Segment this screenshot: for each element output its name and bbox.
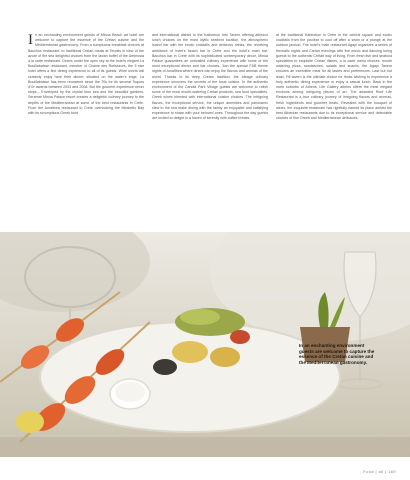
olive — [153, 359, 177, 375]
background-blur — [0, 232, 150, 312]
article-column-3 — [276, 33, 392, 121]
article-column-2 — [152, 33, 268, 121]
tomato — [230, 330, 250, 344]
article-column-1 — [28, 33, 144, 121]
article-body — [28, 33, 398, 121]
greens — [180, 309, 220, 325]
sauce — [115, 382, 145, 402]
drop-cap: I — [28, 32, 33, 48]
column-1-text: n an enchanting environment guests of Minoa Beach art hotel are welcome to capture the essence of the Cretan cuisine and the Mediterranean gastronomy. From a sumptuous breakfast choices at Bacchus restaurant, to traditional Cretan meals at Terpsis in view of the azure of the sea delightful choices from the lavish buffet of the Ambrosia a la carte restaurant. Diners under the open sky at the hotel's elegant La Bouillabaisse restaurant, member of Chaine des Rotisseurs, the 5 star hotel offers a fine dining experience to all of its guests. Wine lovers will certainly enjoy here their dinner, situated on the water's edge. La Bouillabaisse has been renowned since the 70s for its several Toques d'Or awards between 2003 and 2008. But the gourmet experience never stops... Enveloped by the crystal blue sea and the beautiful gardens, Seramar Minoa Palace resort creates a delightful culinary journey to the depths of the Mediterranean at some of the best restaurants in Crete. From the Amalthea restaurant in Crete overlooking the Mirabello Bay with its scrumptious Greek food — [28, 33, 144, 116]
potato — [172, 341, 208, 363]
table-surface — [0, 437, 410, 457]
page-footer: Food | all | 169 — [363, 469, 396, 474]
photo-caption: In an enchanting environment guests are welcome to capture the essence of the Cretan cuisine and the Mediterranean gastronomy. — [299, 343, 375, 365]
column-2-text: and international dishes to the Kalimeron Intu Tavern offering alfresco lunch choices on the most idyllic seafront location, the atmospheric Island bar with the exotic cocktails and delicious drinks, the revolving ambiance of hotel's beach bar in Crete and the hotel's main bar, Bacchus bar in Crete with its sophisticated contemporary decor, Minoa Palace guarantees an unrivalled culinary experience with some of the most exceptional dinner and bar choices. Join the special F&B theme nights of Amalthea where diners can enjoy the flavors and aromas of the world. Thanks to its deep Cretan tradition, the Ideage culinary experience uncovers the secrets of the local cuisine. In the authentic environment of the Candia Park Village guests are welcome to relish some of the most mouth-watering Cretan products, sea food specialties, Greek wines blended with international cuisine choices. The intriguing flavors, the exceptional service, the unique amenities and panoramic view to the sea make dining with the family an enjoyable and satisfying experience to share with your beloved ones. Throughout the day guests are invited to delight in a haven of serenity with coffee breaks, — [152, 33, 268, 121]
lemon — [16, 411, 44, 433]
column-3-text: at the traditional Kafeneion in Crete in the central square and exotic cocktails from the poolbar to cool off after a swim or a plunge at the outdoor jacuzzi. The hotel's main restaurant Agapi organizes a series of thematic nights and Cretan evenings with live music and dancing luring guests to the authentic Cretan way of living. From fresh fish and seafood specialties to exquisite Cretan dishes, a la carte menu choices, mouth watering pizza, sandwiches, salads and snacks, the Agapi Tavern ensures an incredible meal for all tastes and preferences. Last but not least, Fili tavern is the ultimate choice for those wishing to experience a truly authentic dining experience or enjoy a casual lunch. Back in the north suburbs of Athens, Life Gallery athens offers the most elegant environs among intriguing pieces of art. The awarded Roof Life Restaurant is a true culinary journey of intriguing flavors and aromas, fresh ingredients and gourmet treats. Revealed with the bouquet of wines, the exquisite restaurant has rightfully earned its place amidst the best Athenian restaurants due to its exceptional service and delectable choices of fine Greek and Mediterranean delicacies. — [276, 33, 392, 121]
potato — [210, 347, 240, 367]
